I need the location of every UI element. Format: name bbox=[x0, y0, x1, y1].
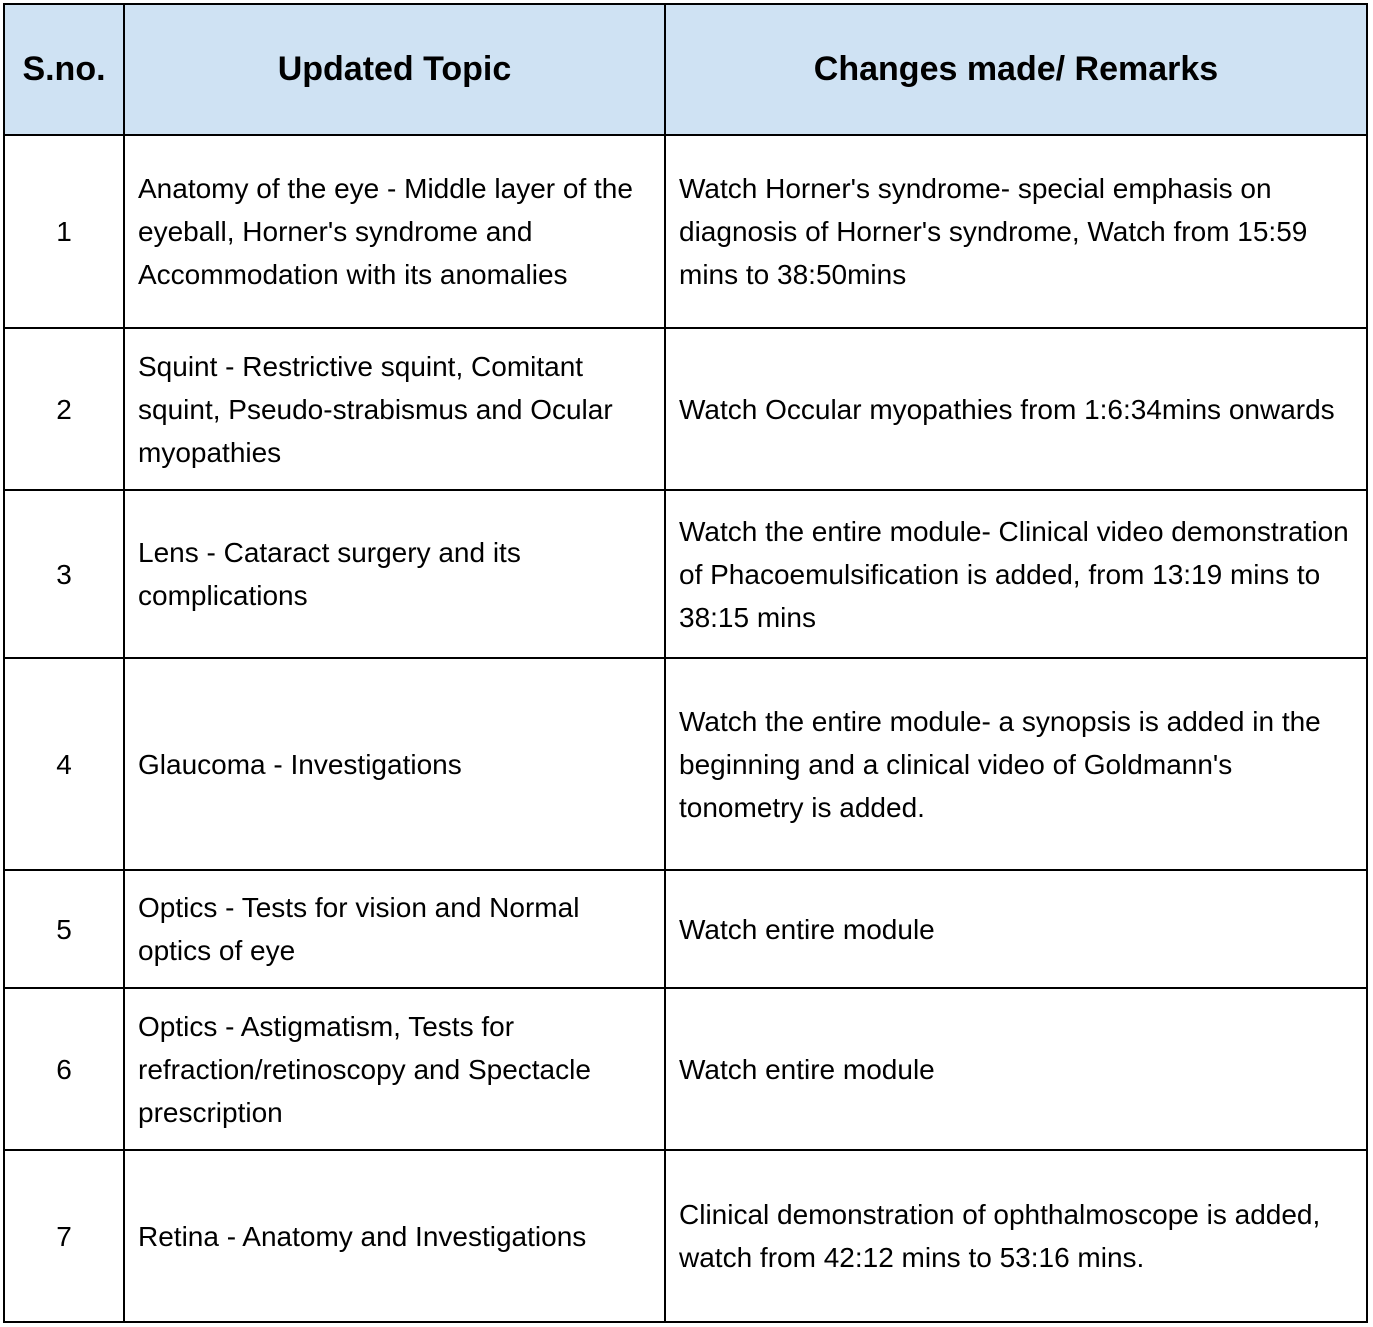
row-sno: 4 bbox=[4, 658, 124, 870]
row-topic: Lens - Cataract surgery and its complications bbox=[124, 490, 665, 658]
row-topic: Squint - Restrictive squint, Comitant squint, Pseudo-strabismus and Ocular myopathies bbox=[124, 328, 665, 490]
row-sno: 7 bbox=[4, 1150, 124, 1322]
row-remarks: Watch Occular myopathies from 1:6:34mins onwards bbox=[665, 328, 1367, 490]
table-row bbox=[4, 328, 1367, 490]
row-topic: Glaucoma - Investigations bbox=[124, 658, 665, 870]
header-updated-topic: Updated Topic bbox=[124, 4, 665, 135]
row-sno: 5 bbox=[4, 870, 124, 988]
row-remarks: Watch entire module bbox=[665, 870, 1367, 988]
header-sno: S.no. bbox=[4, 4, 124, 135]
row-sno: 3 bbox=[4, 490, 124, 658]
row-topic: Optics - Astigmatism, Tests for refraction/retinoscopy and Spectacle prescription bbox=[124, 988, 665, 1150]
row-sno: 2 bbox=[4, 328, 124, 490]
row-sno: 6 bbox=[4, 988, 124, 1150]
row-topic: Retina - Anatomy and Investigations bbox=[124, 1150, 665, 1322]
row-remarks: Watch the entire module- Clinical video demonstration of Phacoemulsification is added, from 13:19 mins to 38:15 mins bbox=[665, 490, 1367, 658]
row-remarks: Watch entire module bbox=[665, 988, 1367, 1150]
table-row bbox=[4, 870, 1367, 988]
row-remarks: Clinical demonstration of ophthalmoscope is added, watch from 42:12 mins to 53:16 mins. bbox=[665, 1150, 1367, 1322]
table-row bbox=[4, 658, 1367, 870]
row-remarks: Watch the entire module- a synopsis is added in the beginning and a clinical video of Goldmann's tonometry is added. bbox=[665, 658, 1367, 870]
header-row bbox=[4, 4, 1367, 135]
updates-table bbox=[3, 3, 1368, 1323]
row-topic: Anatomy of the eye - Middle layer of the eyeball, Horner's syndrome and Accommodation with its anomalies bbox=[124, 135, 665, 328]
row-sno: 1 bbox=[4, 135, 124, 328]
table-row bbox=[4, 988, 1367, 1150]
table-row bbox=[4, 1150, 1367, 1322]
row-remarks: Watch Horner's syndrome- special emphasis on diagnosis of Horner's syndrome, Watch from 15:59 mins to 38:50mins bbox=[665, 135, 1367, 328]
table-row bbox=[4, 490, 1367, 658]
row-topic: Optics - Tests for vision and Normal optics of eye bbox=[124, 870, 665, 988]
header-remarks: Changes made/ Remarks bbox=[665, 4, 1367, 135]
table-row bbox=[4, 135, 1367, 328]
